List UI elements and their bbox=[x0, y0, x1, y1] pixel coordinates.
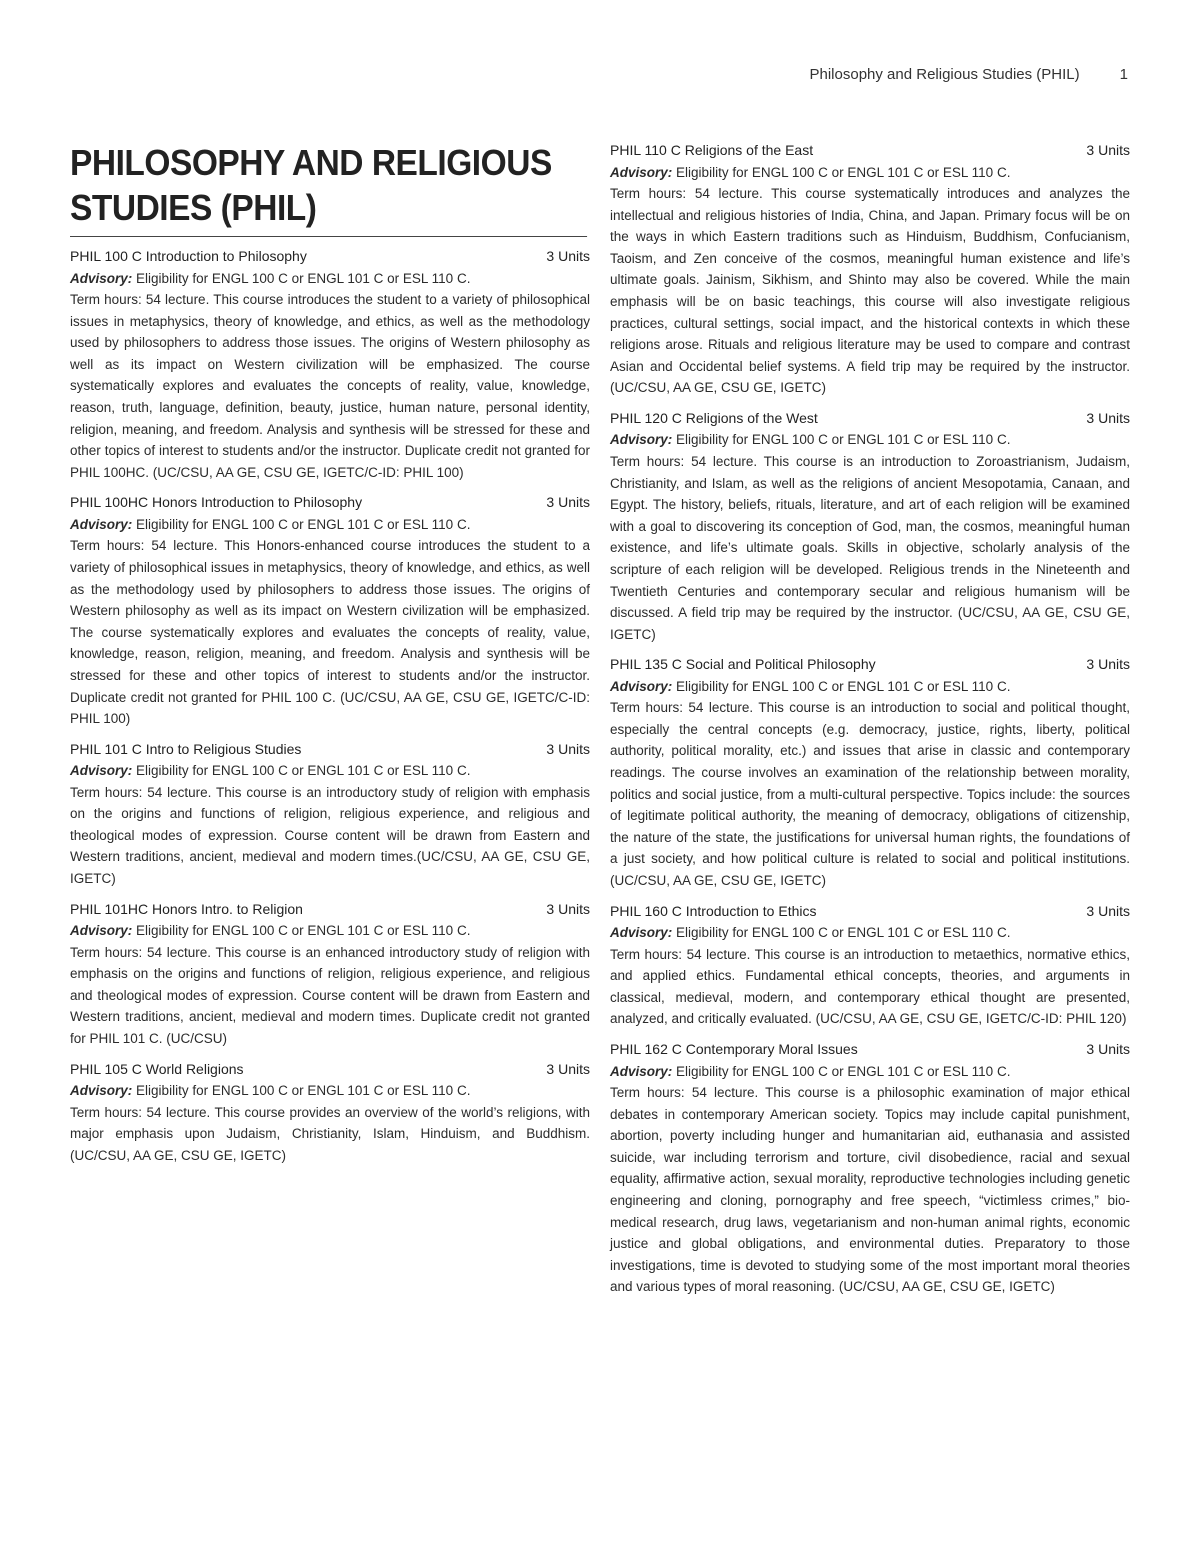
course-description: Term hours: 54 lecture. This course is an enhanced introductory study of religion with emphasis on the origins and functions of religion, religious experience, and religious and theological modes of expression. Course content will be drawn from Eastern and Western traditions, ancient, medieval and modern times. Duplicate credit not granted for PHIL 101 C. (UC/CSU) bbox=[70, 944, 590, 1047]
course-units: 3 Units bbox=[546, 900, 590, 917]
course-advisory bbox=[70, 920, 590, 942]
course-header bbox=[70, 246, 590, 268]
advisory-label: Advisory: bbox=[70, 516, 133, 532]
course-title: PHIL 100HC Honors Introduction to Philosophy bbox=[70, 494, 363, 511]
course-advisory bbox=[610, 922, 1130, 944]
course-title: PHIL 162 C Contemporary Moral Issues bbox=[610, 1041, 858, 1057]
advisory-text: Eligibility for ENGL 100 C or ENGL 101 C or ESL 110 C. bbox=[136, 1083, 471, 1099]
advisory-label: Advisory: bbox=[610, 164, 673, 180]
course-title: PHIL 101 C Intro to Religious Studies bbox=[70, 740, 302, 757]
course-title: PHIL 100 C Introduction to Philosophy bbox=[70, 248, 307, 264]
advisory-text: Eligibility for ENGL 100 C or ENGL 101 C or ESL 110 C. bbox=[676, 678, 1011, 694]
advisory-label: Advisory: bbox=[610, 678, 673, 694]
course-units: 3 Units bbox=[1086, 409, 1130, 426]
advisory-label: Advisory: bbox=[610, 925, 673, 941]
course-advisory bbox=[70, 1080, 590, 1102]
course-advisory bbox=[610, 676, 1130, 698]
advisory-text: Eligibility for ENGL 100 C or ENGL 101 C or ESL 110 C. bbox=[136, 923, 471, 939]
course-phil-135c bbox=[610, 654, 1130, 891]
course-header bbox=[70, 1059, 590, 1081]
course-header bbox=[610, 654, 1130, 676]
course-header bbox=[610, 901, 1130, 923]
advisory-text: Eligibility for ENGL 100 C or ENGL 101 C or ESL 110 C. bbox=[136, 270, 471, 286]
course-description: Term hours: 54 lecture. This course systematically introduces and analyzes the intellectual and religious histories of India, China, and Japan. Primary focus will be on the ways in which Eastern traditions such as Hinduism, Buddhism, Confucianism, Taoism, and Zen conceive of the cosmos, meaningful human existence and life’s ultimate goals. Jainism, Sikhism, and Shinto may also be covered. While the main emphasis will be on basic teachings, this course will also investigate religious practices, cultural settings, social impact, and the historical contexts in which these religions arose. Rituals and religious literature may be used to compare and contrast Asian and Occidental belief systems. A field trip may be required by the instructor. (UC/CSU, AA GE, CSU GE, IGETC) bbox=[610, 186, 1130, 396]
running-title: Philosophy and Religious Studies (PHIL) bbox=[809, 66, 1080, 83]
course-description: Term hours: 54 lecture. This course is an introduction to social and political thought, especially the central concepts (e.g. democracy, justice, rights, liberty, political authority, political morality, etc.) and issues that arise in classic and contemporary readings. The course involves an examination of the relationship between morality, politics and social justice, from a multi-cultural perspective. Topics include: the sources of legitimate political authority, the meaning of democracy, obligations of citizenship, the nature of the state, the justifications for universal human rights, the foundations of a just society, and how political culture is related to social and political institutions. (UC/CSU, AA GE, CSU GE, IGETC) bbox=[610, 700, 1130, 889]
course-units: 3 Units bbox=[546, 494, 590, 511]
course-advisory bbox=[70, 514, 590, 536]
advisory-label: Advisory: bbox=[70, 923, 133, 939]
advisory-label: Advisory: bbox=[610, 432, 673, 448]
course-description: Term hours: 54 lecture. This course introduces the student to a variety of philosophical issues in metaphysics, theory of knowledge, and ethics, as well as the methodology used by philosophers to address those issues. The origins of Western philosophy as well as its impact on Western civilization will be emphasized. The course systematically explores and evaluates the concepts of reality, value, knowledge, reason, truth, language, definition, beauty, justice, human nature, personal identity, religion, meaning, and freedom. Analysis and synthesis will be stressed for these and other topics of interest to students and/or the instructor. Duplicate credit not granted for PHIL 100HC. (UC/CSU, AA GE, CSU GE, IGETC/C-ID: PHIL 100) bbox=[70, 292, 590, 480]
advisory-label: Advisory: bbox=[70, 1083, 133, 1099]
course-header bbox=[70, 739, 590, 761]
course-advisory bbox=[610, 1061, 1130, 1083]
course-units: 3 Units bbox=[546, 248, 590, 264]
page-title-line-2: STUDIES (PHIL) bbox=[70, 187, 317, 228]
course-header bbox=[70, 492, 590, 514]
course-description: Term hours: 54 lecture. This course is a philosophic examination of major ethical debates in contemporary American society. Topics may include capital punishment, abortion, poverty including hunger and humanitarian aid, euthanasia and assisted suicide, war including terrorism and torture, civil disobedience, racial and sexual equality, affirmative action, sexual morality, reproductive technologies including genetic engineering and cloning, pornography and free speech, “victimless crimes,” bio-medical research, drug laws, vegetarianism and non-human animal rights, economic justice and global obligations, and environmental duties. Preparatory to those investigations, time is devoted to studying some of the most important moral theories and various types of moral reasoning. (UC/CSU, AA GE, CSU GE, IGETC) bbox=[610, 1085, 1130, 1295]
course-description: Term hours: 54 lecture. This course is an introduction to metaethics, normative ethics, and applied ethics. Fundamental ethical concepts, theories, and arguments in classical, medieval, modern, and contemporary ethical thought are presented, analyzed, and critically evaluated. (UC/CSU, AA GE, CSU GE, IGETC/C-ID: PHIL 120) bbox=[610, 946, 1130, 1027]
course-header bbox=[610, 408, 1130, 430]
course-units: 3 Units bbox=[1086, 142, 1130, 158]
advisory-label: Advisory: bbox=[610, 1063, 673, 1079]
course-title: PHIL 135 C Social and Political Philosophy bbox=[610, 656, 876, 673]
course-description: Term hours: 54 lecture. This course is an introductory study of religion with emphasis on the origins and functions of religion, religious experience, and religious and theological modes of expression. Course content will be drawn from Eastern and Western traditions, ancient, medieval and modern times.(UC/CSU, AA GE, CSU GE, IGETC) bbox=[70, 784, 590, 887]
course-phil-160c bbox=[610, 901, 1130, 1030]
course-advisory bbox=[610, 162, 1130, 184]
course-phil-101c bbox=[70, 739, 590, 890]
course-units: 3 Units bbox=[546, 1060, 590, 1077]
course-header bbox=[610, 1039, 1130, 1061]
course-phil-100hc bbox=[70, 492, 590, 729]
course-units: 3 Units bbox=[546, 740, 590, 757]
advisory-label: Advisory: bbox=[70, 270, 133, 286]
right-column bbox=[610, 140, 1130, 1298]
course-phil-120c bbox=[610, 408, 1130, 645]
advisory-text: Eligibility for ENGL 100 C or ENGL 101 C or ESL 110 C. bbox=[676, 1063, 1011, 1079]
course-header bbox=[610, 140, 1130, 162]
course-phil-162c bbox=[610, 1039, 1130, 1298]
course-header bbox=[70, 899, 590, 921]
course-advisory bbox=[610, 429, 1130, 451]
course-units: 3 Units bbox=[1086, 1041, 1130, 1057]
course-title: PHIL 160 C Introduction to Ethics bbox=[610, 902, 817, 919]
course-description: Term hours: 54 lecture. This course is an introduction to Zoroastrianism, Judaism, Christianity, and Islam, as well as the religions of ancient Mesopotamia, Canaan, and Egypt. The history, beliefs, rituals, literature, and art of each religion will be examined with a goal to discovering its conception of God, man, the cosmos, meaningful human existence, and life’s ultimate goals. Skills in objective, scholarly analysis of the scripture of each religion will be developed. Religious trends in the Nineteenth and Twentieth Centuries and contemporary secular and religious humanism will be discussed. A field trip may be required by the instructor. (UC/CSU, AA GE, CSU GE, IGETC) bbox=[610, 453, 1130, 642]
running-header bbox=[810, 66, 1129, 83]
advisory-text: Eligibility for ENGL 100 C or ENGL 101 C or ESL 110 C. bbox=[676, 925, 1011, 941]
course-advisory bbox=[70, 760, 590, 782]
advisory-text: Eligibility for ENGL 100 C or ENGL 101 C or ESL 110 C. bbox=[136, 516, 471, 532]
course-units: 3 Units bbox=[1086, 902, 1130, 919]
page-title bbox=[70, 140, 587, 237]
course-units: 3 Units bbox=[1086, 656, 1130, 673]
course-phil-100c bbox=[70, 246, 590, 483]
course-description: Term hours: 54 lecture. This Honors-enhanced course introduces the student to a variety of philosophical issues in metaphysics, theory of knowledge, and ethics, as well as the methodology used by philosophers to address those issues. The origins of Western philosophy as well as its impact on Western civilization will be emphasized. The course systematically explores and evaluates the concepts of reality, value, knowledge, reason, religion, meaning, and freedom. Analysis and synthesis will be stressed for these and other topics of interest to students and/or the instructor. Duplicate credit not granted for PHIL 100 C. (UC/CSU, AA GE, CSU GE, IGETC/C-ID: PHIL 100) bbox=[70, 538, 590, 727]
course-phil-105c bbox=[70, 1059, 590, 1167]
course-description: Term hours: 54 lecture. This course provides an overview of the world’s religions, with major emphasis upon Judaism, Christianity, Islam, Hinduism, and Buddhism. (UC/CSU, AA GE, CSU GE, IGETC) bbox=[70, 1104, 590, 1163]
advisory-text: Eligibility for ENGL 100 C or ENGL 101 C or ESL 110 C. bbox=[676, 432, 1011, 448]
course-title: PHIL 110 C Religions of the East bbox=[610, 142, 814, 158]
course-title: PHIL 120 C Religions of the West bbox=[610, 409, 818, 426]
advisory-label: Advisory: bbox=[70, 763, 133, 779]
course-title: PHIL 105 C World Religions bbox=[70, 1060, 244, 1077]
page-number: 1 bbox=[1119, 66, 1128, 83]
course-phil-110c bbox=[610, 140, 1130, 399]
advisory-text: Eligibility for ENGL 100 C or ENGL 101 C or ESL 110 C. bbox=[136, 763, 471, 779]
left-column bbox=[70, 140, 590, 1166]
advisory-text: Eligibility for ENGL 100 C or ENGL 101 C or ESL 110 C. bbox=[676, 164, 1011, 180]
course-title: PHIL 101HC Honors Intro. to Religion bbox=[70, 900, 303, 917]
course-phil-101hc bbox=[70, 899, 590, 1050]
course-advisory bbox=[70, 268, 590, 290]
page-title-line-1: PHILOSOPHY AND RELIGIOUS bbox=[70, 142, 552, 183]
